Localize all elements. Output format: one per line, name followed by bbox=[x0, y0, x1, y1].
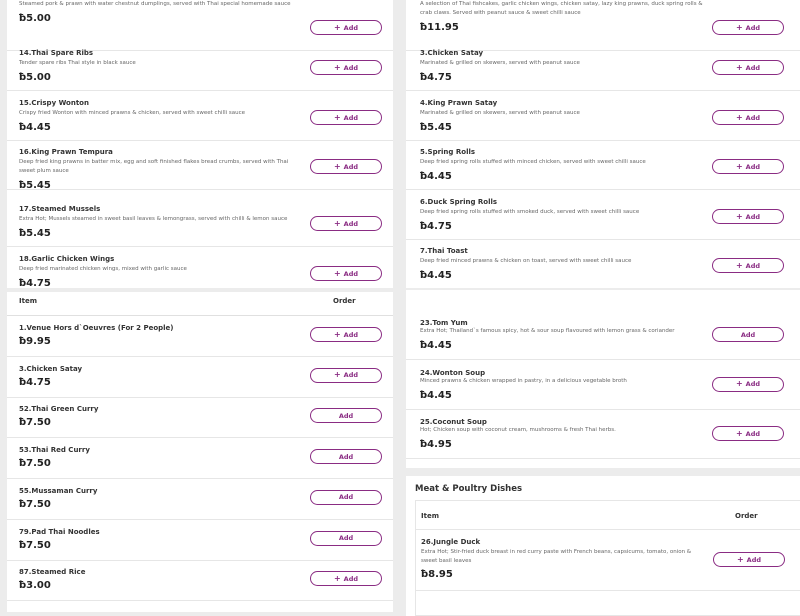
add-button[interactable] bbox=[712, 327, 784, 342]
item-price: ƀ4.95 bbox=[420, 439, 452, 450]
item-name: 26.Jungle Duck bbox=[421, 538, 481, 546]
item-price: ƀ7.50 bbox=[19, 417, 51, 429]
item-price: ƀ3.00 bbox=[19, 580, 51, 592]
item-price: ƀ5.00 bbox=[19, 13, 51, 24]
item-description: Extra Hot; Stir-fried duck breast in red curry paste with French beans, capsicums, tomato, onion & sweet basil leaves bbox=[421, 549, 692, 564]
add-button[interactable] bbox=[712, 377, 784, 392]
plus-icon: + bbox=[333, 329, 341, 339]
plus-icon: + bbox=[735, 62, 743, 72]
add-button[interactable] bbox=[310, 20, 382, 35]
item-description: A selection of Thai fishcakes, garlic chicken wings, chicken satay, lazy king prawns, duck spring rolls & crab claws. Served with peanut sauce & sweet chilli sauce bbox=[420, 1, 703, 16]
menu-item-row bbox=[7, 139, 393, 190]
add-button-label: Add bbox=[740, 330, 756, 339]
item-description: Extra Hot; Thailand`s famous spicy, hot & sour soup flavoured with lemon grass & coriander bbox=[420, 328, 675, 334]
item-description: Deep fried spring rolls stuffed with minced chicken, served with sweet chilli sauce bbox=[420, 159, 646, 165]
order-row bbox=[7, 479, 393, 520]
menu-item-row bbox=[406, 238, 800, 288]
item-price: ƀ9.95 bbox=[19, 336, 51, 347]
item-name: 6.Duck Spring Rolls bbox=[420, 198, 498, 206]
order-row bbox=[7, 316, 393, 357]
item-price: ƀ4.75 bbox=[19, 278, 51, 288]
item-description: Deep fried king prawns in batter mix, egg and soft finished flakes bread crumbs, served with Thai sweet plum sauce bbox=[19, 159, 289, 174]
add-button-label: Add bbox=[745, 212, 761, 221]
item-name: 15.Crispy Wonton bbox=[19, 99, 89, 107]
order-row bbox=[7, 357, 393, 398]
add-button[interactable] bbox=[310, 60, 382, 75]
plus-icon: + bbox=[736, 554, 744, 564]
column-header-item: Item bbox=[19, 297, 37, 305]
item-description: Deep fried spring rolls stuffed with smoked duck, served with sweet chilli sauce bbox=[420, 209, 640, 215]
add-button[interactable] bbox=[712, 20, 784, 35]
menu-item-row bbox=[7, 196, 393, 247]
plus-icon: + bbox=[735, 428, 743, 438]
column-header-order: Order bbox=[333, 297, 356, 305]
plus-icon: + bbox=[735, 22, 743, 32]
add-button[interactable] bbox=[712, 426, 784, 441]
add-button-label: Add bbox=[343, 23, 359, 32]
item-price: ƀ5.45 bbox=[420, 122, 452, 133]
item-price: ƀ4.45 bbox=[420, 270, 452, 281]
add-button-label: Add bbox=[745, 380, 761, 388]
add-button[interactable] bbox=[310, 368, 382, 383]
item-name: 87.Steamed Rice bbox=[19, 568, 86, 577]
item-price: ƀ4.45 bbox=[420, 171, 452, 182]
add-button[interactable] bbox=[713, 552, 785, 567]
order-row bbox=[7, 397, 393, 438]
item-price: ƀ7.50 bbox=[19, 458, 51, 470]
add-button[interactable] bbox=[310, 216, 382, 231]
menu-item-row bbox=[406, 139, 800, 190]
item-price: ƀ4.45 bbox=[19, 122, 51, 133]
plus-icon: + bbox=[333, 370, 341, 380]
item-price: ƀ5.45 bbox=[19, 228, 51, 239]
add-button-label: Add bbox=[745, 63, 761, 72]
item-description: Tender spare ribs Thai style in black sauce bbox=[19, 60, 136, 66]
item-price: ƀ4.75 bbox=[19, 376, 51, 388]
plus-icon: + bbox=[735, 211, 743, 221]
add-button-label: Add bbox=[745, 23, 761, 32]
add-button[interactable] bbox=[310, 571, 382, 586]
item-name: 79.Pad Thai Noodles bbox=[19, 527, 100, 536]
menu-item-row bbox=[416, 530, 800, 591]
menu-item-row bbox=[406, 90, 800, 141]
add-button[interactable] bbox=[712, 110, 784, 125]
soup-row bbox=[406, 310, 800, 360]
add-button[interactable] bbox=[310, 266, 382, 281]
item-price: ƀ7.50 bbox=[19, 498, 51, 510]
add-button-label: Add bbox=[343, 330, 359, 339]
item-description: Hot; Chicken soup with coconut cream, mushrooms & fresh Thai herbs. bbox=[420, 427, 616, 433]
item-name: 4.King Prawn Satay bbox=[420, 99, 498, 107]
menu-item-row bbox=[7, 90, 393, 141]
add-button-label: Add bbox=[343, 63, 359, 72]
plus-icon: + bbox=[333, 62, 341, 72]
item-name: 16.King Prawn Tempura bbox=[19, 148, 113, 156]
add-button[interactable] bbox=[310, 159, 382, 174]
order-panel-left bbox=[7, 292, 393, 612]
add-button[interactable] bbox=[712, 209, 784, 224]
add-button[interactable] bbox=[310, 449, 382, 464]
plus-icon: + bbox=[333, 112, 341, 122]
add-button[interactable] bbox=[310, 110, 382, 125]
add-button-label: Add bbox=[343, 574, 359, 583]
item-description: Deep fried marinated chicken wings, mixed with garlic sauce bbox=[19, 266, 187, 272]
meat-table bbox=[415, 500, 800, 616]
plus-icon: + bbox=[333, 218, 341, 228]
add-button-label: Add bbox=[338, 534, 354, 542]
item-name: 23.Tom Yum bbox=[420, 319, 468, 327]
add-button-label: Add bbox=[745, 162, 761, 171]
add-button[interactable] bbox=[712, 159, 784, 174]
item-name: 25.Coconut Soup bbox=[420, 418, 487, 426]
add-button-label: Add bbox=[343, 371, 359, 380]
section-title: Meat & Poultry Dishes bbox=[415, 484, 523, 494]
add-button[interactable] bbox=[712, 258, 784, 273]
item-price: ƀ5.45 bbox=[19, 180, 51, 191]
item-description: Deep fried minced prawns & chicken on toast, served with sweet chilli sauce bbox=[420, 258, 632, 264]
item-description: Marinated & grilled on skewers, served with peanut sauce bbox=[420, 60, 580, 66]
plus-icon: + bbox=[735, 161, 743, 171]
add-button-label: Add bbox=[745, 429, 761, 438]
order-row bbox=[7, 520, 393, 561]
item-description: Crispy fried Wonton with minced prawns & chicken, served with sweet chilli sauce bbox=[19, 110, 246, 116]
add-button-label: Add bbox=[343, 113, 359, 122]
soup-panel-right bbox=[406, 290, 800, 468]
column-header-order: Order bbox=[735, 512, 758, 520]
meat-poultry-panel bbox=[406, 476, 800, 616]
item-name: 53.Thai Red Curry bbox=[19, 446, 90, 455]
item-name: 7.Thai Toast bbox=[420, 247, 468, 255]
add-button-label: Add bbox=[745, 113, 761, 122]
item-price: ƀ5.00 bbox=[19, 72, 51, 83]
menu-item-row bbox=[406, 189, 800, 240]
soup-row bbox=[406, 360, 800, 410]
item-name: 3.Chicken Satay bbox=[19, 364, 83, 373]
item-name: 5.Spring Rolls bbox=[420, 148, 476, 156]
item-name: 17.Steamed Mussels bbox=[19, 205, 101, 213]
item-price: ƀ8.95 bbox=[421, 569, 453, 580]
add-button-label: Add bbox=[338, 493, 354, 502]
add-button-label: Add bbox=[338, 411, 354, 420]
item-name: 52.Thai Green Curry bbox=[19, 405, 99, 414]
item-name: 55.Mussaman Curry bbox=[19, 486, 98, 495]
item-description: Extra Hot; Mussels steamed in sweet basil leaves & lemongrass, served with chilli & lemon sauce bbox=[19, 216, 288, 222]
menu-item-row bbox=[7, 246, 393, 288]
item-price: ƀ4.45 bbox=[420, 389, 452, 401]
item-description: Steamed pork & prawn with water chestnut dumplings, served with Thai special homemade sauce bbox=[19, 1, 291, 7]
menu-item-row bbox=[406, 40, 800, 91]
order-row bbox=[7, 438, 393, 479]
add-button[interactable] bbox=[310, 490, 382, 505]
item-price: ƀ4.45 bbox=[420, 340, 452, 351]
item-price: ƀ7.50 bbox=[19, 539, 51, 551]
item-price: ƀ4.75 bbox=[420, 72, 452, 83]
item-price: ƀ11.95 bbox=[420, 22, 459, 33]
add-button[interactable] bbox=[310, 531, 382, 546]
add-button-label: Add bbox=[745, 261, 761, 270]
plus-icon: + bbox=[735, 260, 743, 270]
item-price: ƀ4.75 bbox=[420, 221, 452, 232]
column-header-item: Item bbox=[421, 512, 439, 520]
plus-icon: + bbox=[333, 573, 341, 583]
menu-panel-left-top bbox=[7, 0, 393, 288]
item-description: Minced prawns & chicken wrapped in pastry, in a delicious vegetable broth bbox=[420, 377, 627, 384]
item-name: 18.Garlic Chicken Wings bbox=[19, 255, 115, 263]
item-name: 3.Chicken Satay bbox=[420, 49, 484, 57]
add-button-label: Add bbox=[746, 555, 762, 564]
add-button-label: Add bbox=[343, 269, 359, 278]
order-row bbox=[7, 560, 393, 601]
plus-icon: + bbox=[333, 268, 341, 278]
add-button[interactable] bbox=[712, 60, 784, 75]
item-name: 14.Thai Spare Ribs bbox=[19, 49, 94, 57]
add-button[interactable] bbox=[310, 408, 382, 423]
add-button-label: Add bbox=[338, 452, 354, 461]
plus-icon: + bbox=[735, 112, 743, 122]
item-name: 24.Wonton Soup bbox=[420, 368, 486, 377]
menu-item-row bbox=[7, 40, 393, 91]
menu-panel-right-top bbox=[406, 0, 800, 288]
add-button[interactable] bbox=[310, 327, 382, 342]
plus-icon: + bbox=[735, 379, 743, 388]
item-name: 1.Venue Hors d`Oeuvres (For 2 People) bbox=[19, 324, 174, 332]
plus-icon: + bbox=[333, 161, 341, 171]
plus-icon: + bbox=[333, 22, 341, 32]
add-button-label: Add bbox=[343, 162, 359, 171]
soup-row bbox=[406, 409, 800, 459]
item-description: Marinated & grilled on skewers, served with peanut sauce bbox=[420, 110, 580, 116]
add-button-label: Add bbox=[343, 219, 359, 228]
